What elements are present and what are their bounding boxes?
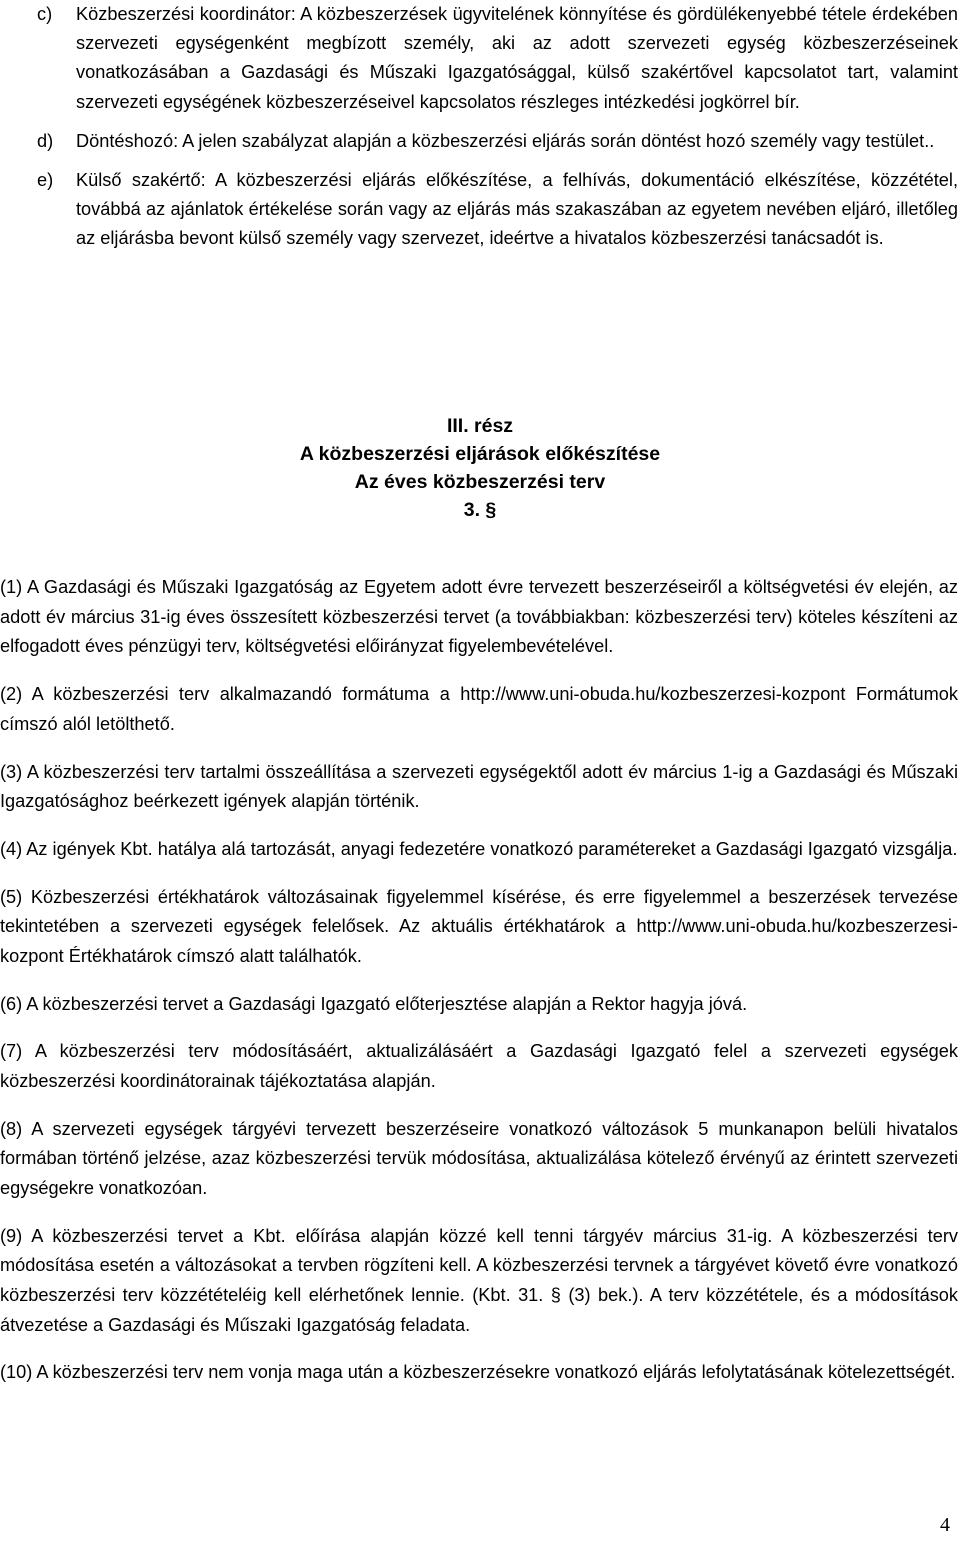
paragraph-10: (10) A közbeszerzési terv nem vonja maga után a közbeszerzésekre vonatkozó eljárás lefolytatásának kötelezettségét. <box>0 1362 956 1383</box>
paragraphs <box>0 555 958 1399</box>
paragraph-5: (5) Közbeszerzési értékhatárok változásainak figyelemmel kísérése, és erre figyelemmel a beszerzések tervezése tekintetében a szervezeti egységek felelősek. Az aktuális értékhatárok a http://www.uni-obuda.hu/kozbeszerzesi-kozpont Értékhatárok címszó alatt találhatók. <box>0 886 958 966</box>
paragraph-4: (4) Az igények Kbt. hatálya alá tartozását, anyagi fedezetére vonatkozó paramétereket a Gazdasági Igazgató vizsgálja. <box>0 838 958 859</box>
page-number: 4 <box>940 1514 950 1536</box>
section-number: 3. § <box>463 499 497 521</box>
paragraph-9: (9) A közbeszerzési tervet a Kbt. előírása alapján közzé kell tenni tárgyév március 31-ig. A közbeszerzési terv módosítása esetén a változásokat a tervben rögzíteni kell. A közbeszerzési tervnek a tárgyévet követő évre vonatkozó közbeszerzési terv közzétételéig kell elérhetőnek lennie. (Kbt. 31. § (3) bek.). A terv közzététele, és a módosítások átvezetése a Gazdasági és Műszaki Igazgatóság feladata. <box>0 1225 958 1335</box>
definition-letter: d) <box>37 130 54 151</box>
definitions-list <box>0 0 958 264</box>
section-heading <box>0 412 960 524</box>
definition-letter: e) <box>37 170 54 191</box>
paragraph-7: (7) A közbeszerzési terv módosításáért, aktualizálásáért a Gazdasági Igazgató felel a szervezeti egységek közbeszerzési koordinátorainak tájékoztatása alapján. <box>0 1041 958 1092</box>
definition-item-e <box>0 166 958 254</box>
definition-text: Közbeszerzési koordinátor: A közbeszerzések ügyvitelének könnyítése és gördülékenyebbé tétele érdekében szervezeti egységenként megbízott személy, aki az adott szervezeti egység közbeszerzéseinek vonatkozásában a Gazdasági és Műszaki Igazgatósággal, külső szakértővel kapcsolatot tart, valamint szervezeti egységének közbeszerzéseivel kapcsolatos részleges intézkedési jogkörrel bír. <box>76 4 958 112</box>
paragraph-1: (1) A Gazdasági és Műszaki Igazgatóság az Egyetem adott évre tervezett beszerzéseiről a költségvetési év elején, az adott év március 31-ig éves összesített közbeszerzési tervet (a továbbiakban: közbeszerzési terv) köteles készíteni az elfogadott éves pénzügyi terv, költségvetési előirányzat figyelembevételével. <box>0 577 958 657</box>
chapter-title: A közbeszerzési eljárások előkészítése <box>299 443 661 465</box>
chapter-subtitle: Az éves közbeszerzési terv <box>354 471 606 493</box>
definition-text: Külső szakértő: A közbeszerzési eljárás előkészítése, a felhívás, dokumentáció elkészítése, közzététel, továbbá az ajánlatok értékelése során vagy az eljárás más szakaszában az egyetem nevében eljáró, illetőleg az eljárásba bevont külső személy vagy szervezet, ideértve a hivatalos közbeszerzési tanácsadót is. <box>76 170 958 249</box>
paragraph-2: (2) A közbeszerzési terv alkalmazandó formátuma a http://www.uni-obuda.hu/kozbeszerzesi-kozpont Formátumok címszó alól letölthető. <box>0 684 958 734</box>
paragraph-6: (6) A közbeszerzési tervet a Gazdasági Igazgató előterjesztése alapján a Rektor hagyja jóvá. <box>0 993 748 1014</box>
definition-item-d <box>0 127 958 156</box>
paragraph-8: (8) A szervezeti egységek tárgyévi tervezett beszerzéseire vonatkozó változások 5 munkanapon belüli hivatalos formában történő jelzése, azaz közbeszerzési tervük módosítása, aktualizálása kötelező érvényű az érintett szervezeti egységekre vonatkozóan. <box>0 1118 958 1198</box>
paragraph-3: (3) A közbeszerzési terv tartalmi összeállítása a szervezeti egységektől adott év március 1-ig a Gazdasági és Műszaki Igazgatósághoz beérkezett igények alapján történik. <box>0 761 958 812</box>
part-heading: III. rész <box>446 415 514 437</box>
definition-text: Döntéshozó: A jelen szabályzat alapján a közbeszerzési eljárás során döntést hozó személy vagy testület.. <box>76 130 935 151</box>
definition-item-c <box>0 0 958 117</box>
definition-letter: c) <box>37 4 53 24</box>
